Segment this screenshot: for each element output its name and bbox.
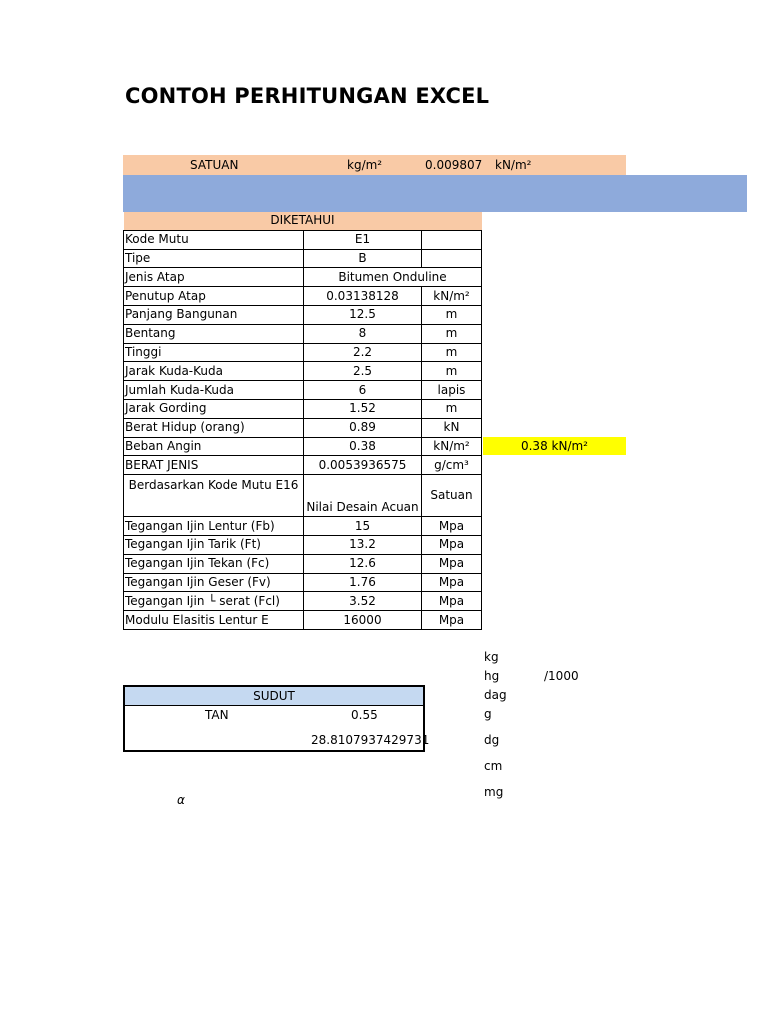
- unit-dg: dg: [484, 733, 500, 747]
- row-unit: kN/m²: [422, 437, 482, 456]
- row-unit: m: [422, 399, 482, 418]
- row-label: Jenis Atap: [124, 268, 304, 287]
- unit-cm: cm: [484, 759, 503, 773]
- unit-hg: hg: [484, 669, 500, 683]
- row-label: BERAT JENIS: [124, 456, 304, 475]
- table-row: [124, 268, 482, 287]
- row-label: Tinggi: [124, 343, 304, 362]
- row-unit: Mpa: [422, 554, 482, 573]
- blue-band: [123, 175, 747, 212]
- row-unit: Mpa: [422, 517, 482, 536]
- row-unit: Mpa: [422, 573, 482, 592]
- diketahui-header: DIKETAHUI: [124, 212, 482, 230]
- table-row: [124, 381, 482, 400]
- tan-label: TAN: [205, 708, 229, 722]
- row-value: 0.38: [304, 437, 422, 456]
- table-row: [124, 554, 482, 573]
- table-row: [124, 573, 482, 592]
- row-unit: [422, 249, 482, 268]
- row-value: 12.6: [304, 554, 422, 573]
- table-row: [124, 362, 482, 381]
- row-value: 16000: [304, 611, 422, 630]
- table-row: [124, 535, 482, 554]
- row-label: Penutup Atap: [124, 287, 304, 306]
- row-value: 1.76: [304, 573, 422, 592]
- diketahui-table: [123, 212, 482, 630]
- row-label: Jumlah Kuda-Kuda: [124, 381, 304, 400]
- row-unit: m: [422, 324, 482, 343]
- table-row: [124, 249, 482, 268]
- row-value: 2.2: [304, 343, 422, 362]
- row-value: 6: [304, 381, 422, 400]
- row-unit: kN: [422, 418, 482, 437]
- table-row: [124, 343, 482, 362]
- row-value: 2.5: [304, 362, 422, 381]
- row-value: 15: [304, 517, 422, 536]
- row-label: Bentang: [124, 324, 304, 343]
- desain-header-row: [124, 475, 482, 517]
- row-value: 3.52: [304, 592, 422, 611]
- unit-g: g: [484, 707, 492, 721]
- table-row: [124, 418, 482, 437]
- unit-dag: dag: [484, 688, 507, 702]
- row-unit: [422, 230, 482, 249]
- row-value: 13.2: [304, 535, 422, 554]
- row-unit: Mpa: [422, 592, 482, 611]
- row-label: Berat Hidup (orang): [124, 418, 304, 437]
- row-label: Tegangan Ijin Lentur (Fb): [124, 517, 304, 536]
- table-row: [124, 437, 482, 456]
- row-value: E1: [304, 230, 422, 249]
- table-row: [124, 399, 482, 418]
- satuan-unit-kn: kN/m²: [495, 158, 532, 172]
- table-row: [124, 592, 482, 611]
- satuan-unit-kg: kg/m²: [347, 158, 383, 172]
- row-value: 1.52: [304, 399, 422, 418]
- row-value: 0.89: [304, 418, 422, 437]
- table-row: [124, 611, 482, 630]
- row-label: Kode Mutu: [124, 230, 304, 249]
- sudut-box: [123, 685, 430, 752]
- row-label: Beban Angin: [124, 437, 304, 456]
- row-label: Jarak Kuda-Kuda: [124, 362, 304, 381]
- row-value: 12.5: [304, 305, 422, 324]
- table-row: [124, 517, 482, 536]
- satuan-row: [123, 155, 626, 175]
- divisor-text: /1000: [544, 669, 579, 683]
- desain-header-value: Nilai Desain Acuan: [304, 475, 422, 517]
- sudut-header: SUDUT: [125, 687, 423, 706]
- beban-angin-highlight: 0.38 kN/m²: [483, 437, 626, 455]
- row-value: 8: [304, 324, 422, 343]
- row-unit: m: [422, 362, 482, 381]
- row-label: Tegangan Ijin Tarik (Ft): [124, 535, 304, 554]
- row-label: Tegangan Ijin └ serat (Fcl): [124, 592, 304, 611]
- row-label: Tegangan Ijin Geser (Fv): [124, 573, 304, 592]
- table-row: [124, 287, 482, 306]
- row-unit: Mpa: [422, 535, 482, 554]
- row-unit: m: [422, 343, 482, 362]
- unit-mg: mg: [484, 785, 504, 799]
- page-title: CONTOH PERHITUNGAN EXCEL: [125, 84, 490, 108]
- row-label: Tipe: [124, 249, 304, 268]
- row-label: Modulu Elasitis Lentur E: [124, 611, 304, 630]
- row-unit: Mpa: [422, 611, 482, 630]
- table-row: [124, 456, 482, 475]
- table-row: [124, 324, 482, 343]
- alpha-symbol: α: [177, 793, 185, 807]
- desain-header-label: Berdasarkan Kode Mutu E16: [124, 475, 304, 517]
- tan-value: 0.55: [351, 708, 378, 722]
- row-value: 0.03138128: [304, 287, 422, 306]
- row-unit: g/cm³: [422, 456, 482, 475]
- row-value: 0.0053936575: [304, 456, 422, 475]
- table-row: [124, 230, 482, 249]
- row-label: Tegangan Ijin Tekan (Fc): [124, 554, 304, 573]
- row-value: Bitumen Onduline: [304, 268, 482, 287]
- row-label: Jarak Gording: [124, 399, 304, 418]
- row-value: B: [304, 249, 422, 268]
- angle-value: 28.8107937429731: [311, 733, 430, 747]
- row-unit: kN/m²: [422, 287, 482, 306]
- satuan-factor: 0.009807: [425, 158, 483, 172]
- unit-kg: kg: [484, 650, 499, 664]
- row-label: Panjang Bangunan: [124, 305, 304, 324]
- desain-header-unit: Satuan: [422, 475, 482, 517]
- row-unit: lapis: [422, 381, 482, 400]
- table-row: [124, 305, 482, 324]
- satuan-label: SATUAN: [190, 158, 239, 172]
- row-unit: m: [422, 305, 482, 324]
